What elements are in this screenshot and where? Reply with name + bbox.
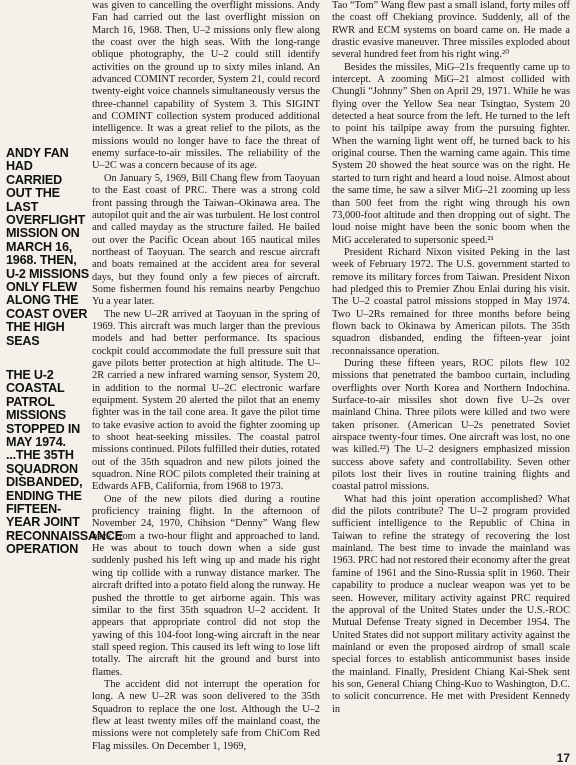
- paragraph: One of the new pilots died during a routine proficiency training flight. In the afternoon of November 24, 1970, Chihsion “Denny” Wang flew back from a two-hour flight and approached to land. He was about to touch down when a side gust suddenly pushed his left wing up and made his right wing tip collide with a runway distance marker. The aircraft drifted into a potato field along the runway. He pushed the throttle to get airborne again. This was similar to the first 35th squadron U–2 accident. It appears that appropriate control did not stop the yawing of this 104-foot long-wing aircraft in the near stall speed region. This caused its left wing to lose lift totally. The aircraft hit the ground and burst into flames.: [92, 493, 320, 678]
- paragraph: On January 5, 1969, Bill Chang flew from Taoyuan to the East coast of PRC. There was a strong cold front passing through the Taiwan–Okinawa area. The autopilot quit and the air was turbulent. He lost control and called mayday as the structure failed. He bailed out over the Pacific Ocean about 165 nautical miles northeast of Taoyuan. The search and rescue aircraft and boats remained at the accident area for several days, but they found only a few pieces of aircraft. Some fishermen found his remains nearby Pengchuo Yu a year later.: [92, 172, 320, 308]
- paragraph: Tao “Tom” Wang flew past a small island, forty miles off the coast off Chekiang province. Suddenly, all of the RWR and ECM systems on board came on. He made a drastic evasive maneuver. Three missiles exploded about several hundred feet from his right wing.²⁰: [332, 0, 570, 61]
- text-column-left: [92, 0, 320, 753]
- pull-quote-2: THE U-2 COASTAL PATROL MISSIONS STOPPED IN MAY 1974. ...THE 35TH SQUADRON DISBANDED, ENDING THE FIFTEEN-YEAR JOINT RECONNAISSANCE OPERATION: [6, 368, 123, 557]
- paragraph: What had this joint operation accomplished? What did the pilots contribute? The U–2 program provided sufficient intelligence to the Republic of China in Taiwan to refine the strategy of recovering the lost mainland. The best time to invade the mainland was 1963. PRC had not restored their economy after the great famine of 1961 and the Sino-Russia split in 1960. Their capability to produce a nuclear weapon was yet to be seen. However, military activity against PRC required the approval of the United States under the U.S.-ROC Mutual Defense Treaty signed in December 1954. The United States did not support military activity against the mainland or even the proposed airdrop of small scale special forces to establish anticommunist bases inside the mainland. Finally, President Chiang Kai-Shek sent his son, General Chiang Ching-Kuo to Washington, D.C. to solicit concurrence. He met with President Kennedy in: [332, 493, 570, 715]
- page-number: 17: [556, 751, 570, 765]
- paragraph: was given to cancelling the overflight missions. Andy Fan had carried out the last overflight mission on March 16, 1968. Then, U–2 missions only flew along the coast over the high seas. With the long-range oblique photography, the U–2 could still identify activities on the ground up to sixty miles inland. An advanced COMINT recorder, System 21, could record twenty-eight voice channels simultaneously versus the three-channel capability of System 3. This SIGINT and COMINT collection system produced additional intelligence. It was a great relief to the pilots, as the missions would no longer have to face the threat of enemy surface-to-air missiles. The reliability of the U–2C was a concern because of its age.: [92, 0, 320, 172]
- text-column-right: [332, 0, 570, 716]
- paragraph: Besides the missiles, MiG–21s frequently came up to intercept. A zooming MiG–21 almost collided with Chungli “Johnny” Shen on April 29, 1971. While he was flying over the Yellow Sea near Tsingtao, System 20 detected a heat source from the left. He turned to the left to point his tailpipe away from the pursuing fighter. When the warning light went off, he turned back to his original course. Then the warning came again. This time System 20 showed the heat source was on the right. He started to turn right and heard a loud noise. Almost about the same time, he saw a silver MiG–21 zooming up less than 500 feet from the right wing through his own 73,000-foot altitude and then dropping out of sight. The loud noise might have been the sonic boom when the MiG accelerated to supersonic speed.²¹: [332, 61, 570, 246]
- paragraph: The accident did not interrupt the operation for long. A new U–2R was soon delivered to the 35th Squadron to replace the one lost. Although the U–2 flew at least twenty miles off the mainland coast, the missions were not completely safe from ChiCom Red Flag missiles. On December 1, 1969,: [92, 678, 320, 752]
- pull-quote-margin: [6, 0, 123, 763]
- paragraph: During these fifteen years, ROC pilots flew 102 missions that penetrated the bamboo curtain, including overflights over North Korea and Northern Indochina. Surface-to-air missiles shot down five U–2s over mainland China. Three pilots were killed and two were taken prisoner. (American U–2s penetrated Soviet airspace twenty-four times. One aircraft was lost, no one was killed.²²) The U–2 designers emphasized mission success above safety and controllability. Seven other pilots lost their lives in routine training flights and coastal patrol missions.: [332, 357, 570, 493]
- pull-quote-1: ANDY FAN HAD CARRIED OUT THE LAST OVERFLIGHT MISSION ON MARCH 16, 1968. THEN, U-2 MISSIONS ONLY FLEW ALONG THE COAST OVER THE HIGH SEAS: [6, 146, 89, 348]
- paragraph: President Richard Nixon visited Peking in the last week of February 1972. The U.S. government started to remove its military forces from Taiwan. President Nixon had pledged this to Premier Zhou Enlai during his visit. The U–2 coastal patrol missions stopped in May 1974. Two U–2Rs remained for three months before being flown back to Okinawa by American pilots. The 35th squadron disbanded, ending the fifteen-year joint reconnaissance operation.: [332, 246, 570, 357]
- paragraph: The new U–2R arrived at Taoyuan in the spring of 1969. This aircraft was much larger than the previous models and had better performance. Its spacious cockpit could accommodate the full pressure suit that gave pilots better protection at high altitude. The U–2R carried a new infrared warning sensor, System 20, in addition to the normal U–2C electronic warfare equipment. System 20 alerted the pilot that an enemy fighter was in the tail cone area. It gave the pilot time to take evasive action to avoid the fighter zooming up to shoot heat-seeking missiles. The coastal patrol missions continued. Pilots fulfilled their duties, rotated out of the 35th squadron and new pilots joined the squadron. Nine ROC pilots completed their training at Edwards AFB, California, from 1968 to 1973.: [92, 308, 320, 493]
